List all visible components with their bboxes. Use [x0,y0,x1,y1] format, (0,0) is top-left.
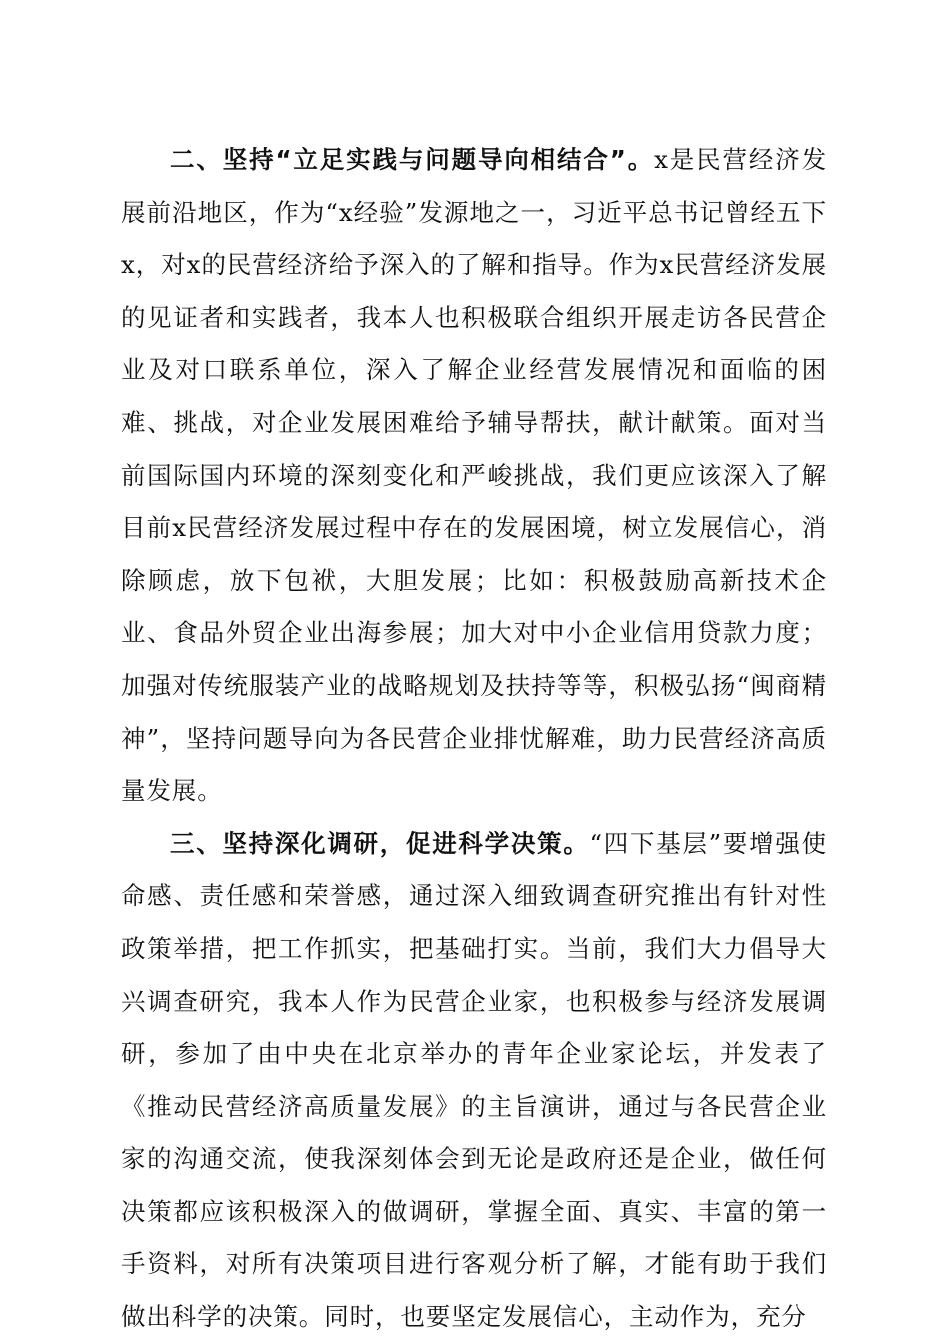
document-body [121,134,827,1344]
section-3-heading: 三、坚持深化调研，促进科学决策。 [170,828,590,858]
paragraph-section-3 [121,818,827,1344]
section-2-heading: 二、坚持“立足实践与问题导向相结合”。 [170,145,655,174]
section-2-body: x是民营经济发展前沿地区，作为“x经验”发源地之一，习近平总书记曾经五下x，对x的民营经济给予深入的了解和指导。作为x民营经济发展的见证者和实践者，我本人也积极联合组织开展走访各民营企业及对口联系单位，深入了解企业经营发展情况和面临的困难、挑战，对企业发展困难给予辅导帮扶，献计献策。面对当前国际国内环境的深刻变化和严峻挑战，我们更应该深入了解目前x民营经济发展过程中存在的发展困境，树立发展信心，消除顾虑，放下包袱，大胆发展；比如：积极鼓励高新技术企业、食品外贸企业出海参展；加大对中小企业信用贷款力度；加强对传统服装产业的战略规划及扶持等等，积极弘扬“闽商精神”，坚持问题导向为各民营企业排忧解难，助力民营经济高质量发展。 [121,145,827,806]
paragraph-section-2 [121,134,827,818]
section-3-body: “四下基层”要增强使命感、责任感和荣誉感，通过深入细致调查研究推出有针对性政策举措，把工作抓实，把基础打实。当前，我们大力倡导大兴调查研究，我本人作为民营企业家，也积极参与经济发展调研，参加了由中央在北京举办的青年企业家论坛，并发表了《推动民营经济高质量发展》的主旨演讲，通过与各民营企业家的沟通交流，使我深刻体会到无论是政府还是企业，做任何决策都应该积极深入的做调研，掌握全面、真实、丰富的第一手资料，对所有决策项目进行客观分析了解，才能有助于我们做出科学的决策。同时，也要坚定发展信心，主动作为，充分 [121,828,827,1332]
